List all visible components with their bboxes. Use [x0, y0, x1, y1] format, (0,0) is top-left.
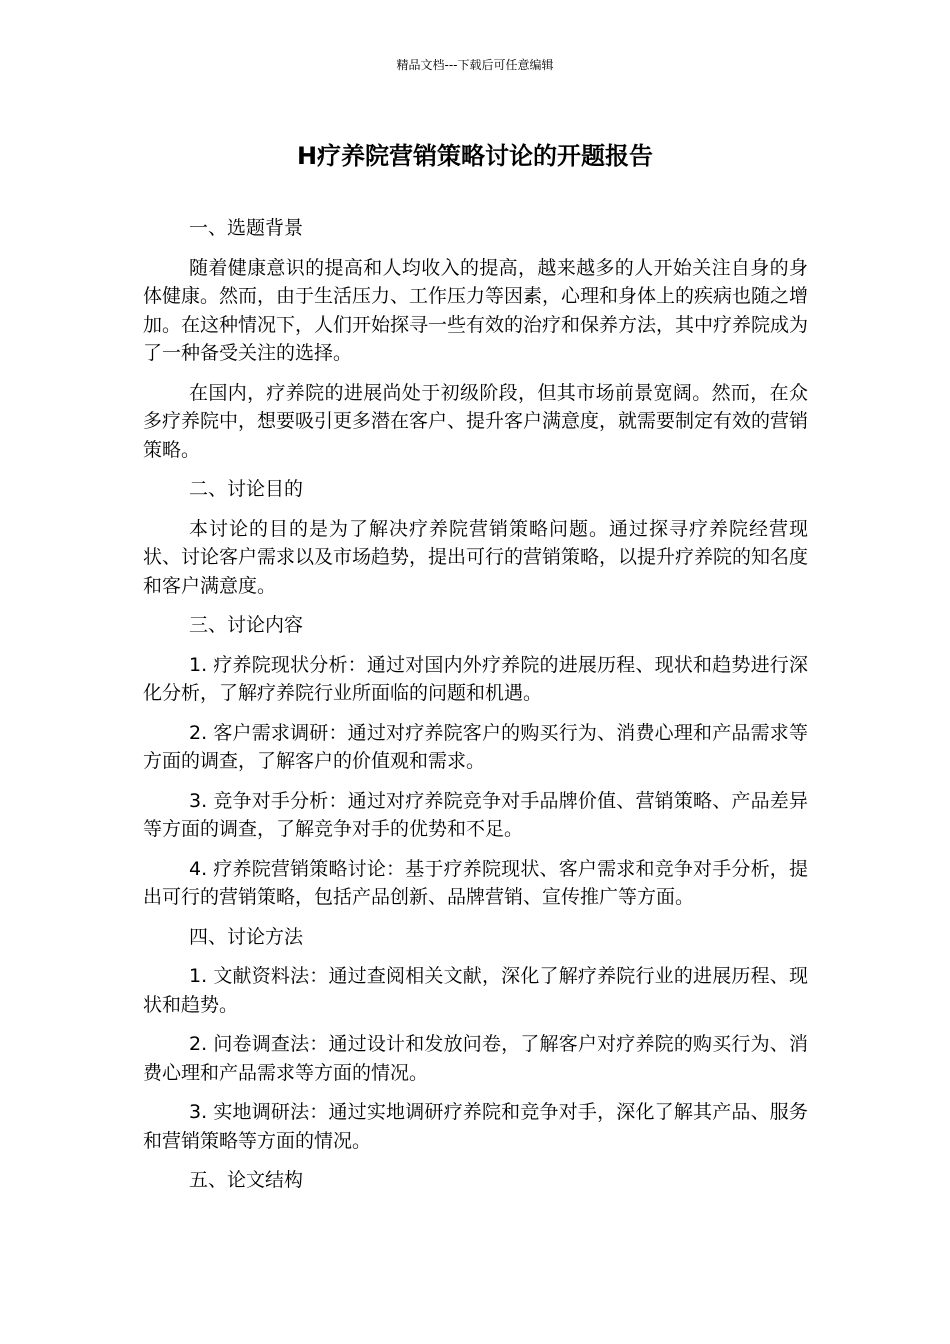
list-item: 1. 文献资料法：通过查阅相关文献，深化了解疗养院行业的进展历程、现状和趋势。	[143, 965, 808, 1016]
list-item: 3. 竞争对手分析：通过对疗养院竞争对手品牌价值、营销策略、产品差异等方面的调查，了解竞争对手的优势和不足。	[143, 789, 808, 840]
section-heading-content: 三、讨论内容	[189, 614, 304, 636]
paragraph: 在国内，疗养院的进展尚处于初级阶段，但其市场前景宽阔。然而，在众多疗养院中，想要吸引更多潜在客户、提升客户满意度，就需要制定有效的营销策略。	[143, 381, 809, 461]
list-item: 3. 实地调研法：通过实地调研疗养院和竞争对手，深化了解其产品、服务和营销策略等方面的情况。	[143, 1101, 808, 1152]
list-item: 4. 疗养院营销策略讨论：基于疗养院现状、客户需求和竞争对手分析，提出可行的营销策略，包括产品创新、品牌营销、宣传推广等方面。	[143, 857, 808, 908]
section-heading-background: 一、选题背景	[189, 217, 304, 239]
page-header: 精品文档---下载后可任意编辑	[396, 58, 554, 72]
list-item: 2. 客户需求调研：通过对疗养院客户的购买行为、消费心理和产品需求等方面的调查，了解客户的价值观和需求。	[143, 721, 808, 772]
document-title: H疗养院营销策略讨论的开题报告	[296, 142, 654, 170]
section-heading-purpose: 二、讨论目的	[189, 478, 304, 500]
paragraph: 随着健康意识的提高和人均收入的提高，越来越多的人开始关注自身的身体健康。然而，由于生活压力、工作压力等因素，心理和身体上的疾病也随之增加。在这种情况下，人们开始探寻一些有效的治疗和保养方法，其中疗养院成为了一种备受关注的选择。	[143, 256, 809, 364]
document-body	[143, 214, 808, 1206]
list-item: 2. 问卷调查法：通过设计和发放问卷，了解客户对疗养院的购买行为、消费心理和产品需求等方面的情况。	[143, 1033, 808, 1084]
section-heading-methods: 四、讨论方法	[189, 925, 304, 948]
section-heading-structure: 五、论文结构	[189, 1169, 304, 1191]
list-item: 1. 疗养院现状分析：通过对国内外疗养院的进展历程、现状和趋势进行深化分析，了解疗养院行业所面临的问题和机遇。	[143, 653, 808, 704]
paragraph: 本讨论的目的是为了解决疗养院营销策略问题。通过探寻疗养院经营现状、讨论客户需求以及市场趋势，提出可行的营销策略，以提升疗养院的知名度和客户满意度。	[143, 517, 809, 597]
